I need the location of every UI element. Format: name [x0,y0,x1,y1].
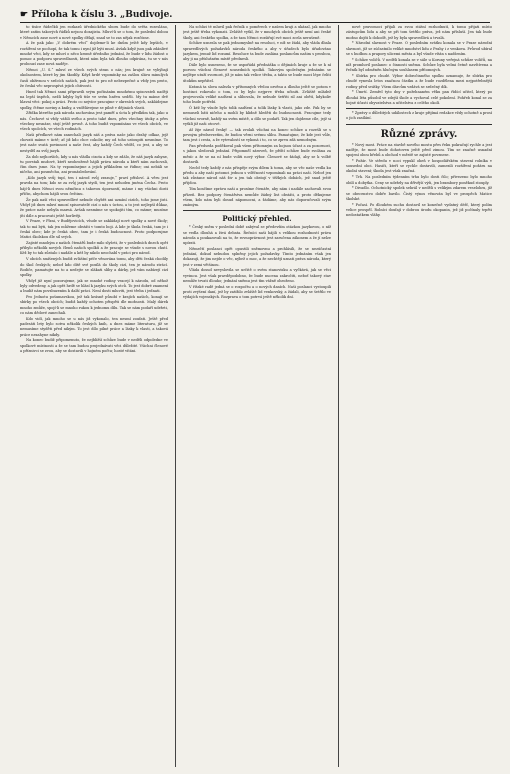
section-divider [346,124,492,125]
paragraph: Že pak naší věci spravedlivé nebude chybět ani uznání cizích, toho jsme jisti. Vždyť již dnes mluví mnozí spisovatelé cizí o nás s úctou, a to jest nejlepší důkaz, že práce naše nebyla marná. Avšak nesmíme se spokojiti tím, co máme; musíme jíti dále a pracovati ještě horlivěji. [20,197,168,218]
paragraph: Hned tak Němci sami připravili svým počínáním mnohému spisovateli naději na lepší úspěch, nežli kdyby byli tiše ve svém hněvu seděli. My tu máme dvě hlavní věci: pokoj a práci. Proto co nejvíce pracujme v okresích svých, zakládejme spolky, čtěme noviny a knihy, a vzdělávejme se pilně v dějinách vlasti. [20,89,168,110]
paragraph: Pro Jednotu pošumavskou, jež tak krásně působí v krajích našich, konají se sbírky po všech obcích; budiž každý ochoten přispěti dle možnosti. Malý dárek mnoho zmůže, spojí-li se mnoho rukou k jednomu dílu. Tak se nám podaří udržeti, co nám dědové zanechali. [20,295,168,315]
paragraph: Zajisté mnohým z našich čtenářů bude milo slyšeti, že v posledních dnech opět přibylo několik nových členů našich spolků a že pracuje se všude s novou chutí. Kéž by to tak zůstalo i nadále a kéž by nikdo neochabl v práci pro národ. [20,240,168,256]
paragraph: Vždyť již nyní pozorujeme, jak se mnohé rodiny vracejí k národu, od něhož byly odvedeny, a jak opět hrdě se hlásí k jazyku svých otců. To jest dobré znamení a budiž nám povzbuzením k další práci. Není dosti mluviti, jest třeba i jednati. [20,278,168,294]
paragraph: to tisíce řádečků jen rozkazů úřednického sboru bude do světa rozesláno, které zatím takových řádků nejsou dozajista. Mluví-li se o tom, že poslední dobou v Němcích zase nové a nové spolky dělají, snad se to zas nějak rozčísne. [20,25,168,40]
paragraph: Nechť tedy každý z nás přispěje svým dílem k tomu, aby se věc naše vedla ku předu a aby naši potomci jednou s vděčností vzpomínali na práci naši. Neboť jen tak zůstane národ náš živ a jen tak obstojí v těžkých dobách, jež snad ještě přijdou. [183,165,331,186]
paragraph: Na schůzi té mluvil pak řečník o poměrech v našem kraji a ukázal, jak mnoho jest ještě třeba vykonati. Zvláště vytkl, že v mnohých obcích ještě není ani české školy, ani českého spolku, a že tam Němci rozšiřují své moci zcela nerušeně. [183,25,331,40]
paragraph: * Schůze voličů. V neděli konala se v sále u Koruny veřejná schůze voličů, na níž promluvil poslanec o činnosti sněmu. Schůze byla velmi četně navštívena a řečník byl odměněn hlučným souhlasem přítomných. [346,57,492,73]
paragraph: * Český sněm v poslední době zabýval se především otázkou jazykovou, o níž se vedla dlouhá a živá debata. Řečníci naši hájili s velikou rozhodností práva národa a poukazovali na to, že rovnoprávnost jest zaručena zákonem a že jí nelze upírati. [183,225,331,245]
paragraph: Němci „U. S.“ mluví ze všech svých stran o nás; jen krajně se vyhýbají okolnostem, které by jim škodily. Když hrdé vzpomínky na zašlou slávu minulých časů obživnou v srdcích našich, pak jest to pro ně nebezpečné a vždy jen proto, že česká věc neprospívá jejich chtivosti. [20,68,168,88]
paragraph: Zřídka kterého pak národa zachována jest paměť a úcta k předkům tak, jako u nás. Čechové si vždy vážili svého a proto také dnes, přes všechny útoky a přes všechny nesnáze, stojí ještě pevně. A toho budiž vzpomínáno ve všech obcích, ve všech spolcích, ve všech rodinách. [20,111,168,132]
paragraph: nové pravomoci přijali za svou státní rozhodnutí, k tomu přijati místo zástupcům lidu a aby se při tom šetřilo práva, jež nám přísluší. Jen tak bude možno dojíti k dohodě, jež by byla spravedlivá a trvalá. [346,25,492,40]
paragraph: Za dob nejhorších, kdy u nás vládla cizota a kdy se zdálo, že náš jazyk zahyne, tu povstali mužové, kteří neohroženě hájili práva národa a kteří nám zachovali, čím dnes jsme. Na ty vzpomínejme a jejich příkladem se řiďme; oni nebáli se ničeho, ani posměchu, ani pronásledování. [20,154,168,175]
paragraph: Schůze usnesla se pak jednomyslně na resoluci, v níž se žádá, aby vláda dbala spravedlivých požadavků národa českého a aby v úřadech bylo úřadováno jazykem, jemuž lid rozumí. Resoluce ta bude zaslána poslancům našim s prosbou, aby ji na příslušném místě přednesli. [183,41,331,62]
paragraph: Ať žije národ český! — tak zvolali všichni na konec schůze a rozešli se s pevným předsevzetím, že budou věrni svému slibu. Pamatujme, že kde jest vůle, tam jest i cesta, a že vytrvalostí se vykoná i to, co se zprvu zdá nemožným. [183,127,331,143]
paragraph: A že pak jako „V dobrém věcí“ dojdeme-li ke dnům ještě kdy lepších, v rozšíření se pochopí, že tak tomu i nyní již býti musí. Avšak když jsou pak zdánlivé mnohé věci, kdy se mluví o něco kromě úředního jednání, že bude v lidu žádost o pomoc a podporu spravedlnosti, která nám byla tak dlouho odpírána, tu se v nás probouzí zase nová naděje. [20,41,168,67]
column-1 [20,25,168,767]
paragraph: * Nový most. Práce na stavbě nového mostu přes řeku pokračují rychle a jest naděje, že most bude dohotoven ještě před zimou. Tím se značně usnadní spojení obou břehů a obchod v městě se zajisté povznese. [346,142,492,158]
paragraph: Tím končíme zprávu naši a prosíme čtenáře, aby nám i nadále zachovali svou přízeň. Bez podpory čtenářstva nemůže žádný list obstáti, a proto děkujeme všem, kdo nám byli dosud nápomocni, a žádáme, aby nás doporučovali svým známým. [183,187,331,207]
pointing-hand-icon: ☛ [20,10,29,20]
page-header [20,8,490,23]
paragraph: Dále bylo usneseno, že se uspořádá přednáška o dějinách kraje a že se k ní pozvou všichni členové sousedních spolků. Takovým společným jednáním se nejlépe utuží svornost, jíž je nám tak velice třeba, a takto se bude moci lépe čeliti útokům nepřátel. [183,62,331,83]
paragraph: Naši předkové nám zanechali jazyk náš a práva naše jako drahý odkaz, jejž chovati máme v úctě; ať již kdo chce cokoliv, my od toho ustoupiti nesmíme. To jest naše svatá povinnost a naše čest, aby každý Čech věděl, co jest, a aby se nestyděl za svůj jazyk. [20,132,168,153]
header-title: Příloha k číslu 3. „Budivoje. [31,10,173,20]
column-divider [338,25,339,767]
paragraph: Pan předseda poděkoval pak všem přítomným za hojnou účast a za pozornost, s jakou sledovali jednání. Připomněl zároveň, že příští schůze bude svolána za měsíc a že se na ní bude voliti nový výbor. Členové se žádají, aby se k volbě dostavili. [183,144,331,164]
paragraph: * Počasí. Po dlouhém suchu dostavil se konečně vydatný déšť, který polím velice prospěl. Rolníci doufají v dobrou úrodu okopanin, jež již počínaly trpěti nedostatkem vláhy. [346,202,492,218]
column-divider [175,25,176,767]
section-title-misc: Různé zprávy. [380,128,458,140]
paragraph: V Praze, v Plzni, v Budějovicích, všude se zakládají nové spolky a nové školy; tak to má býti, tak jen můžeme obstáti v tomto boji. A kde je škola česká, tam je i česká obec; kde je česká obec, tam je i česká budoucnost. Proto podporujme Matici školskou dle sil svých. [20,219,168,240]
paragraph: V říšské radě jedná se o rozpočtu a o nových daních. Naši poslanci vystoupili proti zvýšení daní, jež by zatížilo zvláště lid venkovský, a žádali, aby se šetřilo ve výdajích vojenských. Rozprava o tom potrvá ještě několik dní. [183,284,331,300]
paragraph: * Úmrtí. Zemřel tyto dny v požehnaném věku pan řídící učitel, který po dlouhá léta působil ve zdejší škole a vychoval celé pokolení. Pohřeb konal se za hojné účasti obyvatelstva a učitelstva z celého okolí. [346,90,492,105]
paragraph: Krásná ta slova nalezla v přítomných vřelou ozvěnu a dlouho ještě se potom v hostinci rokovalo o tom, co by bylo nejprve třeba učiniti. Zvláště mládež projevovala veliké nadšení a slibovala, že nebude šetřiti sil ani obětí, kdykoliv toho bude potřebí. [183,84,331,105]
section-title-political: Politický přehled. [222,214,292,224]
paragraph: * Divadlo. Ochotnický spolek sehrál v neděli s velikým zdarem veselohru, jíž se obecenstvo dobře bavilo. Čistý výnos věnován byl ve prospěch Matice školské. [346,186,492,201]
section-divider [183,210,331,211]
paragraph: * Sbírka pro chudé. Výbor dobročinného spolku oznamuje, že sbírka pro chudé vynesla letos značnou částku a že bude rozdělena mezi nejpotřebnější rodiny před svátky. Všem dárcům vzdává se srdečný dík. [346,74,492,89]
paragraph: „Kdo jazyk svůj tupí, ten i národ svůj zrazuje,“ praví přísloví. A věru jest pravda na tom; kdo se za svůj jazyk stydí, ten jest nehoden jména Čecha. Proto hájí-li dnes Němci svou němčinu s takovou úporností, máme i my všichni dosti příčin, abychom hájili svou češtinu. [20,176,168,196]
paragraph: Ó kéž by všude bylo tolik nadšení a tolik lásky k vlasti, jako zde. Pak by se nemuseli báti ničeho a mohli by klidně hleděti do budoucnosti. Pracujme tedy všichni svorně, každý na svém místě, a dílo se podaří. Tak jen dojdeme cíle, jejž si vytkli již naši otcové. [183,106,331,126]
paragraph: Vláda dosud nevyslovila se určitě o svém stanovisku a vyčkává, jak se věci vyvinou. Jest však pravděpodobno, že bude nucena zakročiti, neboť takový stav nemůže trvati dlouho; jednání sněmu jest tím vážně ohroženo. [183,268,331,283]
column-2 [183,25,331,767]
notice: * Zprávy o důležitých událostech z kraje přijímá redakce vždy ochotně a prosí o jich zasílání. [346,111,492,121]
paragraph: V obcích smíšených budiž zvláštní péče věnována tomu, aby děti česká chodily do škol českých; neboť kdo dítě své posílá do školy cizí, ten je národu ztrácí. Rodiče, pamatujte na to a nedejte se zlákati sliby a dárky, jež vám nabízejí cizí spolky. [20,257,168,278]
paragraph: * Národní slavnost v Praze. O posledním svátku konala se v Praze národní slavnost, jíž se zúčastnilo veliké množství lidu z Prahy i z venkova. Průvod ubíral se s hudbou a prapory ulicemi města a byl všude vítán s nadšením. [346,41,492,56]
paragraph: Na konec budiž připomenuto, že nejbližší schůze bude v neděli odpoledne ve spolkové místnosti a že se tam budou projednávati věci důležité. Všichni členové a příznivci se zvou, aby se dostavili v hojném počtu; hosté vítáni. [20,338,168,353]
paragraph: Kdo vidí, jak mnoho se u nás již vykonalo, ten nesmí zoufati. Ještě před padesáti lety bylo sotva několik českých knih, a dnes máme literaturu, jíž se nemusíme styděti před nikým. To jest dílo pilné práce a lásky k vlasti, a taková práce nezahyne nikdy. [20,316,168,337]
paragraph: * Trh. Na posledním týdenním trhu bylo dosti čilo; přivezeno bylo mnoho obilí a dobytka. Ceny se udržely na dřívější výši, jen brambory poněkud stouply. [346,175,492,185]
paragraph: * Požár. Ve středu v noci vypukl oheň v hospodářském stavení rolníka v sousední obci. Hasiči, kteří se rychle dostavili, zamezili rozšíření požáru na okolní stavení; škoda jest však značná. [346,158,492,174]
column-3 [346,25,492,767]
paragraph: Němečtí poslanci opět opustili sněmovnu a prohlásili, že se nezúčastní jednání, dokud nebudou splněny jejich požadavky. Tímto jednáním však jen dokazují, že jim nejde o věc, nýbrž o moc, a že nechtějí uznati práva národa, který jest v zemi většinou. [183,246,331,267]
section-divider [346,108,492,109]
